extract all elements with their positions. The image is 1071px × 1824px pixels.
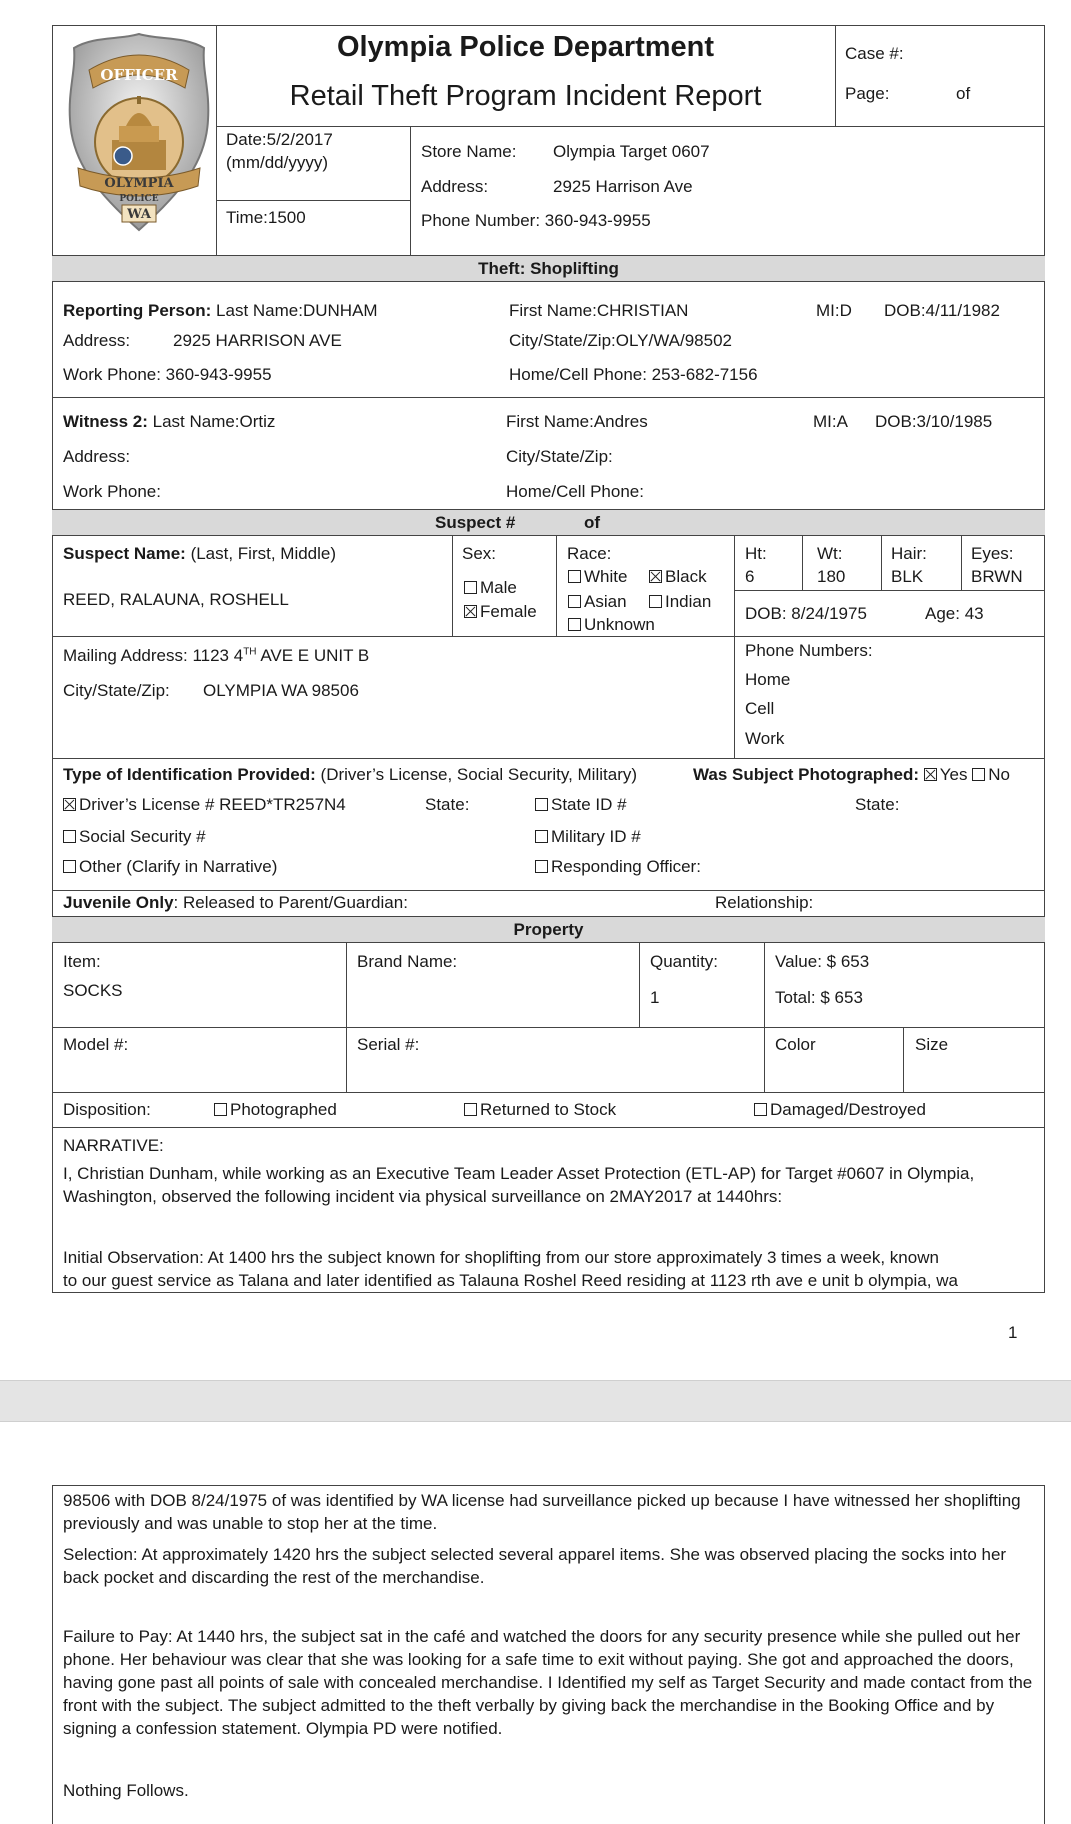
eyes-value: BRWN (971, 567, 1023, 586)
other-id-option[interactable] (63, 858, 277, 875)
witness-label: Witness 2: (63, 412, 148, 431)
checkbox-other-id[interactable] (63, 860, 76, 873)
sex-female-label: Female (480, 602, 537, 621)
military-id-label: Military ID # (551, 827, 641, 846)
section-title-property: Property (513, 920, 584, 939)
weight-value: 180 (817, 567, 846, 586)
suspect-name-hint: (Last, First, Middle) (190, 544, 337, 563)
reporting-city-state-zip: City/State/Zip:OLY/WA/98502 (509, 331, 732, 350)
witness-home-phone: Home/Cell Phone: (506, 482, 644, 501)
identification-type-label (63, 766, 637, 783)
narrative-selection: Selection: At approximately 1420 hrs the subject selected several apparel items. She was observed placing the socks into her back pocket and discarding the rest of the merchandise. (63, 1545, 1007, 1587)
page-separator (0, 1380, 1071, 1422)
item-value: SOCKS (63, 981, 123, 1000)
checkbox-returned-to-stock[interactable] (464, 1103, 477, 1116)
narrative-initial-observation-line2: to our guest service as Talana and later identified as Talauna Roshel Reed residing at 1123 rth ave e unit b olympia, wa (63, 1271, 958, 1290)
phone-numbers-label: Phone Numbers: (745, 641, 873, 660)
witness-address: Address: (63, 447, 131, 466)
property-grid-line (52, 1092, 1045, 1093)
drivers-license-label: Driver’s License # REED*TR257N4 (79, 795, 346, 814)
header-divider (410, 126, 411, 255)
page-of-label: of (956, 84, 971, 103)
witness-work-phone: Work Phone: (63, 482, 161, 501)
property-grid-line (52, 1027, 1045, 1028)
reporting-dob: DOB:4/11/1982 (884, 301, 1000, 320)
badge-dept-text: POLICE (119, 194, 159, 204)
race-asian-label: Asian (584, 592, 627, 611)
witness-dob: DOB:3/10/1985 (875, 412, 993, 431)
store-name: Olympia Target 0607 (553, 142, 710, 161)
size-label: Size (915, 1035, 949, 1054)
dl-state-label: State: (425, 795, 470, 814)
report-date: Date:5/2/2017 (226, 130, 333, 149)
photographed-label: Was Subject Photographed: (693, 765, 920, 784)
reporting-address: 2925 HARRISON AVE (173, 331, 342, 350)
checkbox-disposition-photographed[interactable] (214, 1103, 227, 1116)
photographed-no-label: No (988, 765, 1010, 784)
model-number-label: Model #: (63, 1035, 129, 1054)
property-grid-line (903, 1027, 904, 1092)
responding-officer-label: Responding Officer: (551, 857, 701, 876)
height-label: Ht: (745, 544, 767, 563)
checkbox-responding-officer[interactable] (535, 860, 548, 873)
color-label: Color (775, 1035, 816, 1054)
row-divider (52, 1127, 1045, 1128)
suspect-dob: DOB: 8/24/1975 (745, 604, 867, 623)
state-id-option[interactable] (535, 796, 627, 813)
hair-label: Hair: (891, 544, 927, 563)
report-time: Time:1500 (226, 208, 306, 227)
checkbox-indian[interactable] (649, 595, 662, 608)
suspect-mailing-address (63, 647, 369, 664)
checkbox-female[interactable] (464, 605, 477, 618)
disposition-returned-option[interactable] (464, 1101, 616, 1118)
checkbox-drivers-license[interactable] (63, 798, 76, 811)
reporting-person-last-name (63, 302, 378, 319)
checkbox-ssn[interactable] (63, 830, 76, 843)
narrative-nothing-follows: Nothing Follows. (63, 1781, 189, 1800)
department-name: Olympia Police Department (336, 31, 715, 63)
race-asian-option[interactable] (568, 593, 627, 610)
badge-state-text: WA (127, 207, 151, 222)
witness-last-name (63, 413, 275, 430)
height-value: 6 (745, 567, 755, 586)
header-divider (216, 126, 1045, 127)
sex-male-option[interactable] (464, 579, 517, 596)
store-name-label: Store Name: (421, 142, 517, 161)
other-id-label: Other (Clarify in Narrative) (79, 857, 278, 876)
state-id-state-label: State: (855, 795, 900, 814)
property-grid-line (346, 943, 347, 1092)
phone-home-label: Home (745, 670, 791, 689)
suspect-grid-line (452, 536, 453, 636)
store-address: 2925 Harrison Ave (553, 177, 693, 196)
section-header-suspect (52, 509, 1045, 536)
drivers-license-option[interactable] (63, 796, 346, 813)
quantity-value: 1 (650, 988, 660, 1007)
juvenile-only-row (63, 894, 408, 911)
sex-female-option[interactable] (464, 603, 537, 620)
witness-middle-initial: MI:A (813, 412, 848, 431)
responding-officer-option[interactable] (535, 858, 701, 875)
state-id-label: State ID # (551, 795, 627, 814)
race-indian-label: Indian (665, 592, 712, 611)
brand-name-label: Brand Name: (357, 952, 458, 971)
witness-city-state-zip: City/State/Zip: (506, 447, 613, 466)
sex-label: Sex: (462, 544, 497, 563)
eyes-label: Eyes: (971, 544, 1014, 563)
juvenile-text: : Released to Parent/Guardian: (173, 893, 408, 912)
suspect-grid-line (802, 536, 803, 590)
suspect-name-label-bold: Suspect Name: (63, 544, 186, 563)
suspect-grid-line (881, 536, 882, 590)
store-phone: Phone Number: 360-943-9955 (421, 211, 651, 230)
item-value-amount: Value: $ 653 (775, 952, 870, 971)
property-grid-line (764, 943, 765, 1092)
reporting-first-name: First Name:CHRISTIAN (509, 301, 689, 320)
reporting-work-phone: Work Phone: 360-943-9955 (63, 365, 272, 384)
weight-label: Wt: (817, 544, 843, 563)
id-hint: (Driver’s License, Social Security, Military) (320, 765, 638, 784)
disposition-damaged-option[interactable] (754, 1101, 926, 1118)
witness-first-name: First Name:Andres (506, 412, 648, 431)
photographed-question (693, 766, 1010, 783)
report-title: Retail Theft Program Incident Report (289, 80, 762, 112)
checkbox-photographed-yes[interactable] (924, 768, 937, 781)
header-divider (216, 200, 410, 201)
hair-value: BLK (891, 567, 924, 586)
row-divider (52, 758, 1045, 759)
relationship-label: Relationship: (715, 893, 814, 912)
suspect-grid-line (52, 636, 734, 637)
item-label: Item: (63, 952, 101, 971)
military-id-option[interactable] (535, 828, 641, 845)
ssn-label: Social Security # (79, 827, 206, 846)
suspect-grid-line (961, 536, 962, 590)
suspect-grid-line (734, 636, 1045, 637)
checkbox-state-id[interactable] (535, 798, 548, 811)
mailing-superscript: TH (243, 646, 257, 658)
id-label-bold: Type of Identification Provided: (63, 765, 316, 784)
race-indian-option[interactable] (649, 593, 711, 610)
reporting-last-name: Last Name:DUNHAM (216, 301, 378, 320)
narrative-label: NARRATIVE: (63, 1136, 164, 1155)
item-total-amount: Total: $ 653 (775, 988, 863, 1007)
page-label: Page: (845, 84, 890, 103)
narrative-failure-to-pay: Failure to Pay: At 1440 hrs, the subject sat in the café and watched the doors for any security presence while she pulled out her phone. Her behaviour was clear that she was looking for a safe time to exit without paying. She got and approached the doors, having gone past all points of sale with concealed merchandise. I Identified my self as Target Security and made contact from the front with the subject. The subject admitted to the theft verbally by giving back the merchandise in the Booking Office and by signing a confession statement. Olympia PD were notified. (63, 1627, 1033, 1738)
section-title-theft: Theft: Shoplifting (478, 259, 619, 278)
narrative-initial-observation-line1: Initial Observation: At 1400 hrs the subject known for shoplifting from our store approximately 3 times a week, known (63, 1248, 939, 1267)
reporting-home-phone: Home/Cell Phone: 253-682-7156 (509, 365, 758, 384)
row-divider (52, 890, 1045, 891)
suspect-city-label: City/State/Zip: (63, 681, 170, 700)
reporting-person-label: Reporting Person: (63, 301, 212, 320)
disposition-photographed-label: Photographed (230, 1100, 337, 1119)
checkbox-damaged-destroyed[interactable] (754, 1103, 767, 1116)
disposition-damaged-label: Damaged/Destroyed (770, 1100, 926, 1119)
checkbox-unknown[interactable] (568, 618, 581, 631)
suspect-age: Age: 43 (925, 604, 984, 623)
witness-last: Last Name:Ortiz (152, 412, 276, 431)
reporting-middle-initial: MI:D (816, 301, 852, 320)
date-format-hint: (mm/dd/yyyy) (226, 153, 328, 172)
header-divider (835, 25, 836, 126)
suspect-grid-line (734, 590, 1045, 591)
phone-work-label: Work (745, 729, 785, 748)
race-black-label: Black (665, 567, 707, 586)
disposition-label: Disposition: (63, 1100, 151, 1119)
ssn-option[interactable] (63, 828, 206, 845)
juvenile-label: Juvenile Only (63, 893, 174, 912)
phone-cell-label: Cell (745, 699, 775, 718)
race-white-option[interactable] (568, 568, 627, 585)
race-unknown-option[interactable] (568, 616, 655, 633)
page-number: 1 (1008, 1323, 1018, 1342)
suspect-city: OLYMPIA WA 98506 (203, 681, 359, 700)
badge-city-text: OLYMPIA (104, 176, 174, 191)
checkbox-asian[interactable] (568, 595, 581, 608)
suspect-number-label: Suspect # (435, 513, 516, 532)
police-badge-logo (64, 30, 214, 236)
suspect-name: REED, RALAUNA, ROSHELL (63, 590, 289, 609)
row-divider (52, 397, 1045, 398)
suspect-grid-line (556, 536, 557, 636)
narrative-paragraph-intro: I, Christian Dunham, while working as an Executive Team Leader Asset Protection (ETL-AP) for Target #0607 in Olympia, Washington, observed the following incident via physical surveillance on 2MAY2017 at 1440hrs: (63, 1164, 975, 1206)
suspect-name-label (63, 545, 336, 562)
mailing-suffix: AVE E UNIT B (256, 646, 370, 665)
badge-top-text: OFFICER (100, 66, 178, 84)
race-unknown-label: Unknown (584, 615, 655, 634)
quantity-label: Quantity: (650, 952, 719, 971)
checkbox-male[interactable] (464, 581, 477, 594)
serial-number-label: Serial #: (357, 1035, 420, 1054)
case-number-label: Case #: (845, 44, 904, 63)
race-black-option[interactable] (649, 568, 707, 585)
photographed-yes-label: Yes (939, 765, 968, 784)
race-label: Race: (567, 544, 612, 563)
store-address-label: Address: (421, 177, 489, 196)
race-white-label: White (584, 567, 628, 586)
suspect-of-label: of (584, 513, 601, 532)
reporting-address-label: Address: (63, 331, 131, 350)
checkbox-military-id[interactable] (535, 830, 548, 843)
suspect-grid-line (734, 536, 735, 758)
disposition-returned-label: Returned to Stock (480, 1100, 617, 1119)
disposition-photographed-option[interactable] (214, 1101, 337, 1118)
mailing-prefix: Mailing Address: 1123 4 (63, 646, 244, 665)
property-grid-line (639, 943, 640, 1027)
narrative-continued-identification: 98506 with DOB 8/24/1975 of was identified by WA license had surveillance picked up because I have witnessed her shoplifting previously and was unable to stop her at the time. (63, 1491, 1021, 1533)
checkbox-white[interactable] (568, 570, 581, 583)
checkbox-black[interactable] (649, 570, 662, 583)
sex-male-label: Male (480, 578, 517, 597)
checkbox-photographed-no[interactable] (972, 768, 985, 781)
